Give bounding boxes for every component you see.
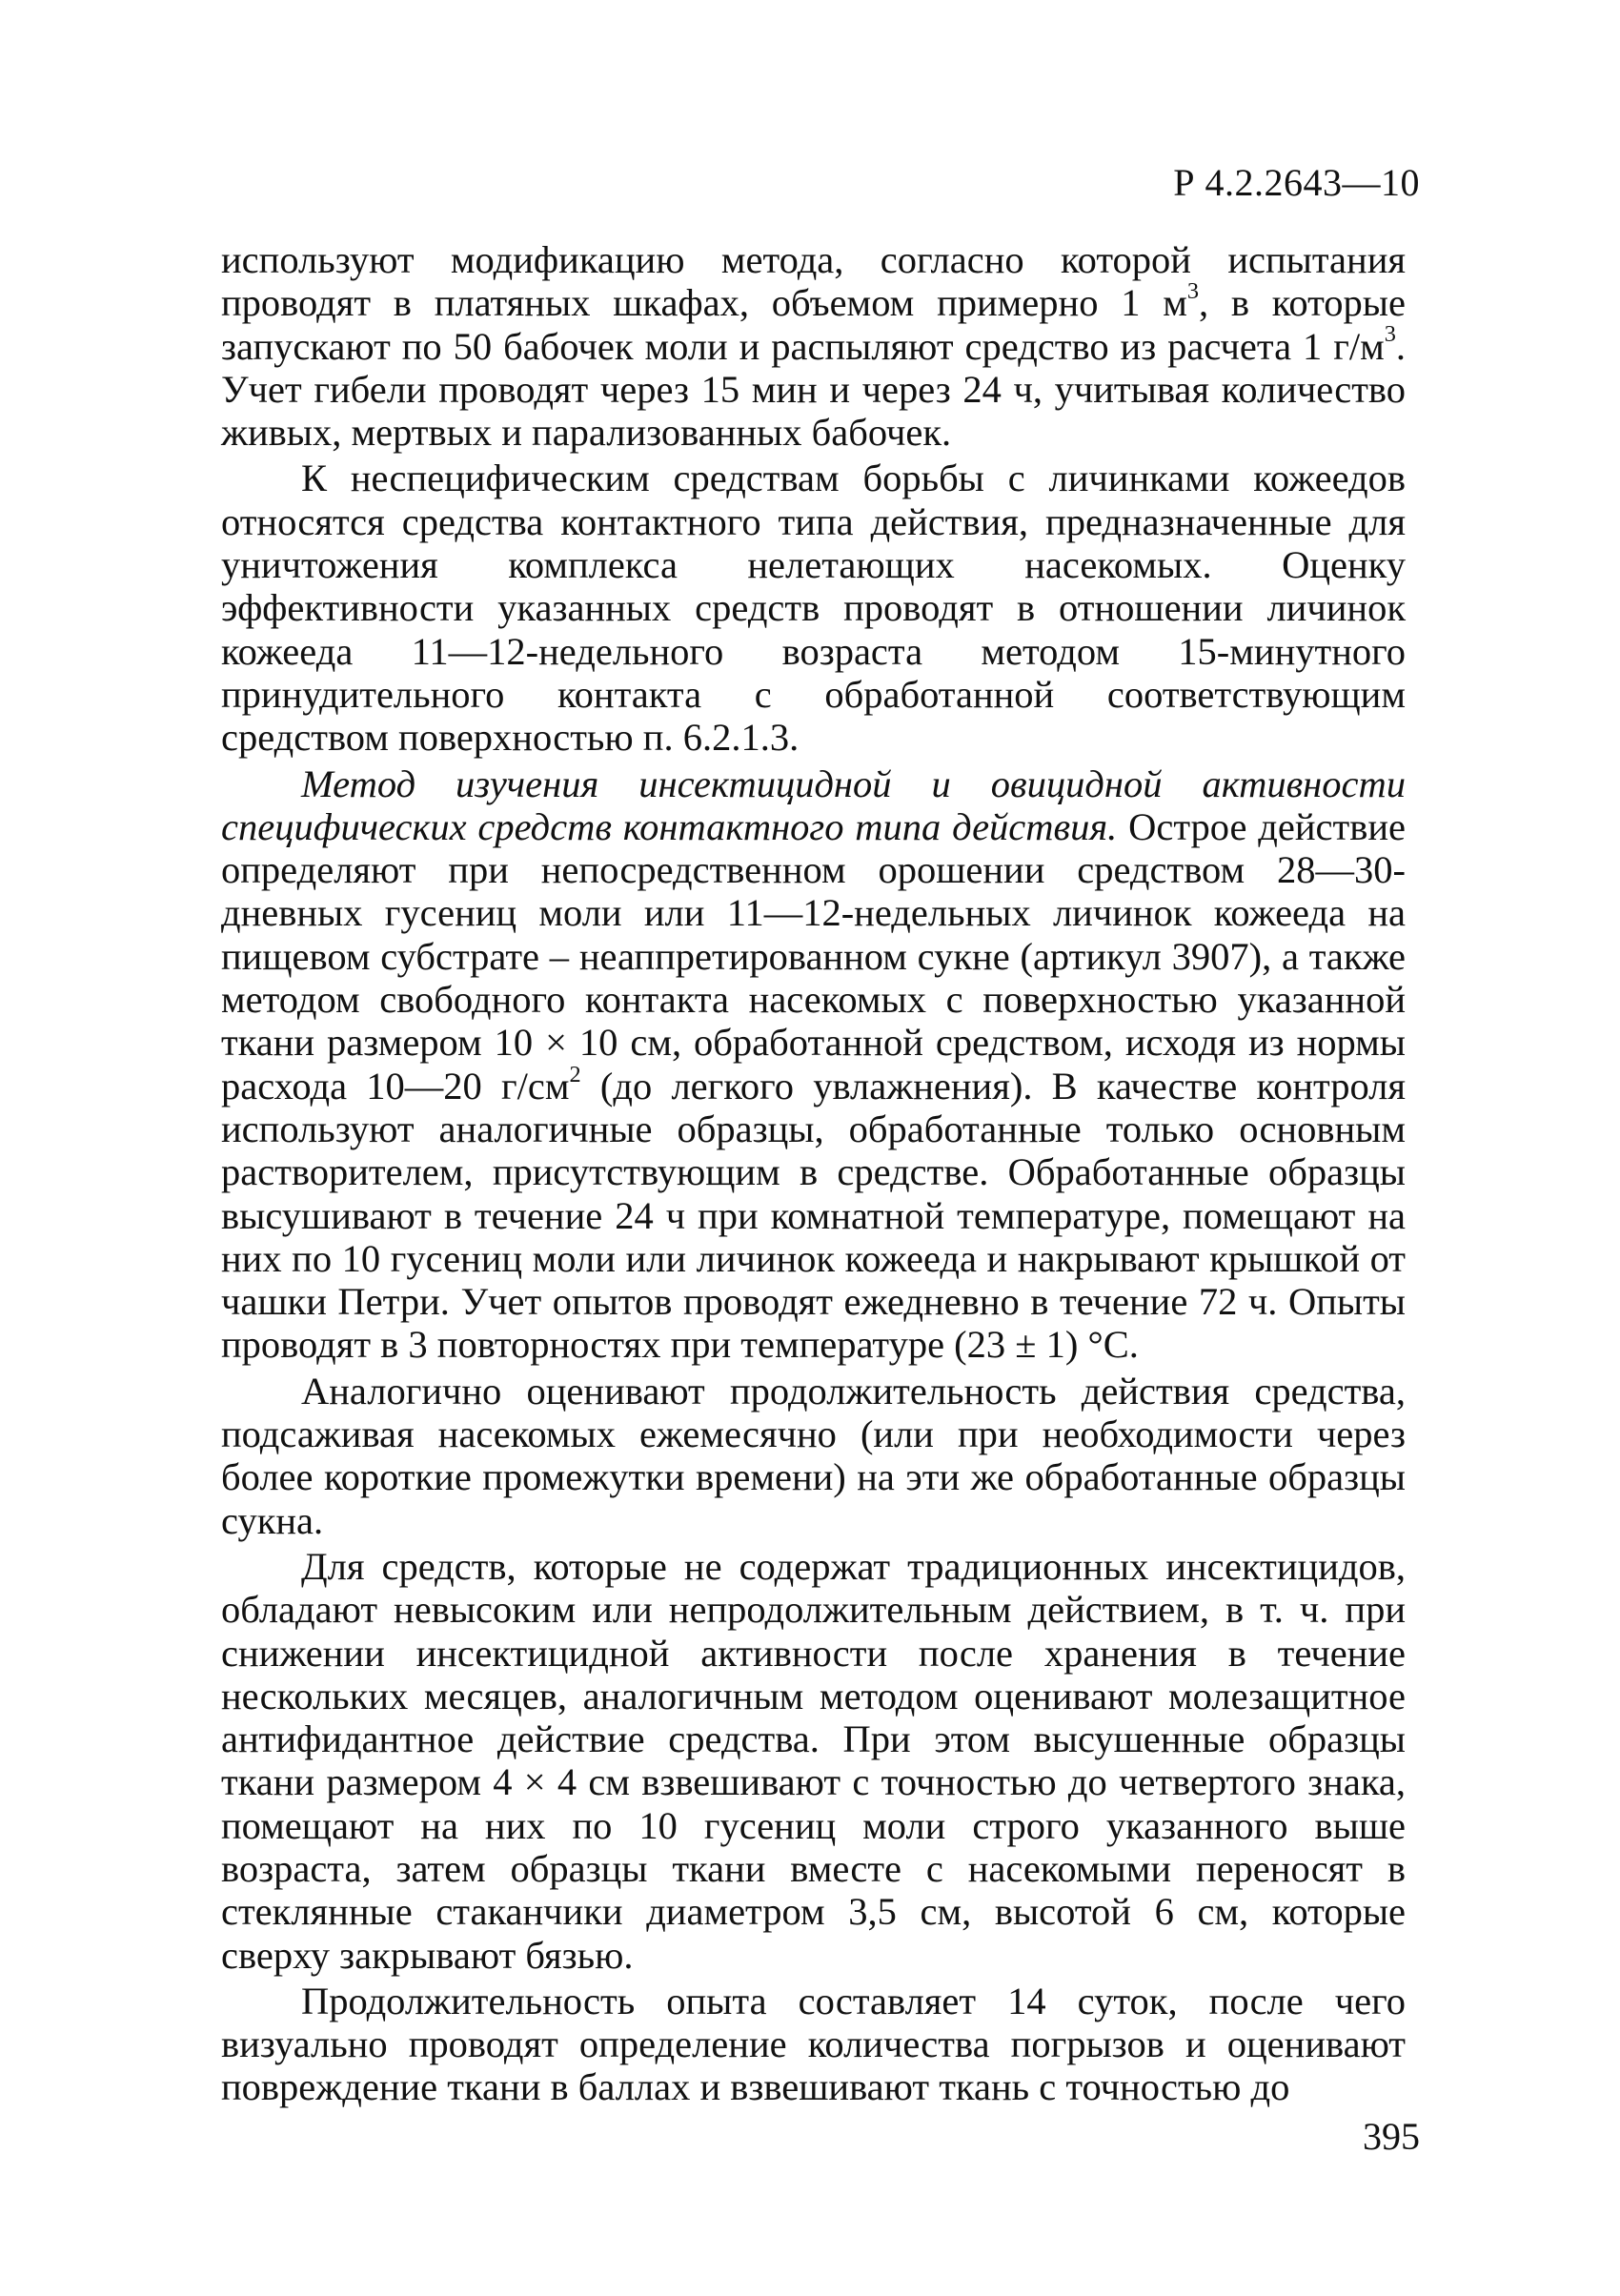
paragraph-1-part-a: используют модификацию метода, согласно которой испытания проводят в платяных шкафах, объемом примерно 1 м: [221, 238, 1406, 325]
paragraph-3: [221, 762, 1406, 1367]
body-text: [221, 238, 1406, 2109]
paragraph-3-part-a: Острое действие определяют при непосредственном орошении средством 28—30-дневных гусениц моли или 11—12-недельных личинок кожееда на пищевом субстрате – неаппретированном сукне (артикул 3907), а также методом свободного контакта насекомых с поверхностью указанной ткани размером 10 × 10 см, обработанной средством, исходя из нормы расхода 10—20 г/см: [221, 804, 1406, 1107]
page-number: 395: [1363, 2115, 1420, 2158]
document-code: Р 4.2.2643—10: [1173, 161, 1420, 204]
paragraph-4: Аналогично оценивают продолжительность действия средства, подсаживая насекомых ежемесячно (или при необходимости через более короткие промежутки времени) на эти же обработанные образцы сукна.: [221, 1369, 1406, 1542]
paragraph-6: Продолжительность опыта составляет 14 суток, после чего визуально проводят определение количества погрызов и оценивают повреждение ткани в баллах и взвешивают ткань с точностью до: [221, 1979, 1406, 2109]
paragraph-1: [221, 238, 1406, 454]
paragraph-1-part-c: . Учет гибели проводят через 15 мин и через 24 ч, учитывая количество живых, мертвых и парализованных бабочек.: [221, 324, 1406, 455]
method-heading-italic: Метод изучения инсектицидной и овицидной активности специфических средств контактного типа действия.: [221, 762, 1406, 848]
superscript-cubic-1: 3: [1186, 278, 1200, 305]
paragraph-5: Для средств, которые не содержат традиционных инсектицидов, обладают невысоким или непродолжительным действием, в т. ч. при снижении инсектицидной активности после хранения в течение нескольких месяцев, аналогичным методом оценивают молезащитное антифидантное действие средства. При этом высушенные образцы ткани размером 4 × 4 см взвешивают с точностью до четвертого знака, помещают на них по 10 гусениц моли строго указанного выше возраста, затем образцы ткани вместе с насекомыми переносят в стеклянные стаканчики диаметром 3,5 см, высотой 6 см, которые сверху закрывают бязью.: [221, 1544, 1406, 1977]
superscript-square: 2: [569, 1061, 581, 1087]
superscript-cubic-2: 3: [1384, 321, 1396, 348]
paragraph-1-part-b: , в которые запускают по 50 бабочек моли и распыляют средство из расчета 1 г/м: [221, 281, 1406, 368]
paragraph-2: К неспецифическим средствам борьбы с личинками кожеедов относятся средства контактного типа действия, предназначенные для уничтожения комплекса нелетающих насекомых. Оценку эффективности указанных средств проводят в отношении личинок кожееда 11—12-недельного возраста методом 15-минутного принудительного контакта с обработанной соответствующим средством поверхностью п. 6.2.1.3.: [221, 457, 1406, 760]
paragraph-3-part-b: (до легкого увлажнения). В качестве контроля используют аналогичные образцы, обработанные только основным растворителем, присутствующим в средстве. Обработанные образцы высушивают в течение 24 ч при комнатной температуре, помещают на них по 10 гусениц моли или личинок кожееда и накрывают крышкой от чашки Петри. Учет опытов проводят ежедневно в течение 72 ч. Опыты проводят в 3 повторностях при температуре (23 ± 1) °С.: [221, 1064, 1406, 1367]
